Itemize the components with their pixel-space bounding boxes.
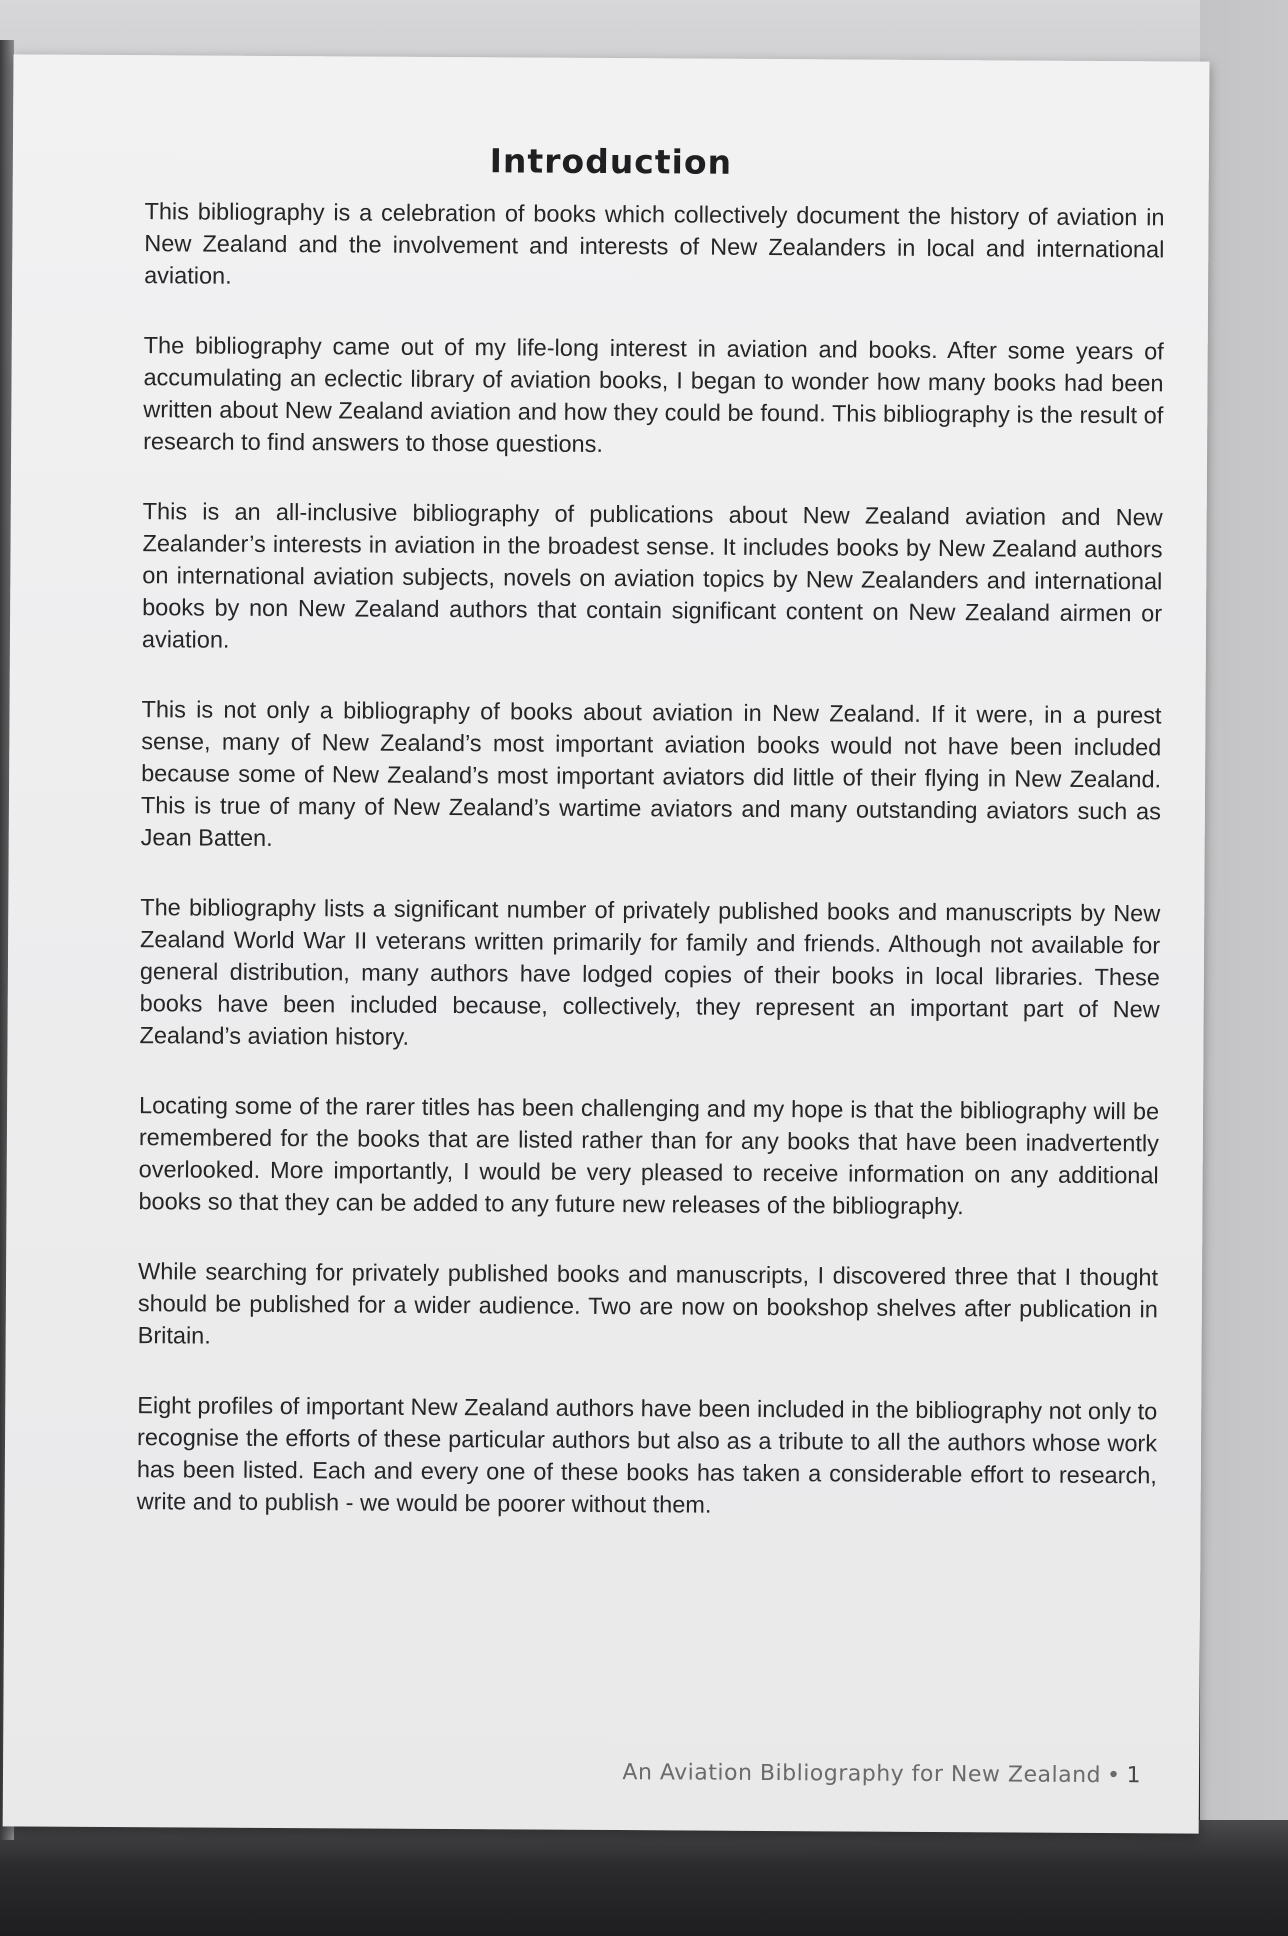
- book-page: [3, 54, 1210, 1833]
- paragraph-7: While searching for privately published books and manuscripts, I discovered three that I thought should be published for a wider audience. Two are now on bookshop shelves after publication in Britain.: [137, 1258, 1159, 1349]
- paragraph-6: Locating some of the rarer titles has been challenging and my hope is that the bibliography will be remembered for the books that are listed rather than for any books that have been inadvertently overlooked. More importantly, I would be very pleased to receive information on any additional books so that they can be added to any future new releases of the bibliography.: [138, 1092, 1160, 1220]
- page-title: Introduction: [489, 141, 733, 182]
- page-body: [136, 195, 1164, 1561]
- paragraph-8: Eight profiles of important New Zealand authors have been included in the bibliography not only to recognise the efforts of these particular authors but also as a tribute to all the authors whose work has been listed. Each and every one of these books has taken a considerable effort to research, write and to publish - we would be poorer without them.: [136, 1392, 1158, 1518]
- footer-separator: •: [1106, 1763, 1121, 1789]
- footer-book-title: An Aviation Bibliography for New Zealand: [622, 1760, 1102, 1789]
- paragraph-4: This is not only a bibliography of books about aviation in New Zealand. If it were, in a purest sense, many of New Zealand’s most important aviation books would not have been included because some of New Zealand’s most important aviators did little of their flying in New Zealand. This is true of many of New Zealand’s wartime aviators and many outstanding aviators such as Jean Batten.: [140, 696, 1162, 851]
- paragraph-3: This is an all-inclusive bibliography of publications about New Zealand aviation and New Zealander’s interests in aviation in the broadest sense. It includes books by New Zealand authors on international aviation subjects, novels on aviation topics by New Zealanders and international books by non New Zealand authors that contain significant content on New Zealand airmen or aviation.: [141, 498, 1163, 653]
- paragraph-2: The bibliography came out of my life-long interest in aviation and books. After some years of accumulating an eclectic library of aviation books, I began to wonder how many books had been written about New Zealand aviation and how they could be found. This bibliography is the result of research to find answers to those questions.: [143, 332, 1164, 457]
- page-footer: [622, 1760, 1141, 1788]
- background-bottom: [0, 1820, 1288, 1936]
- background-right: [1200, 0, 1288, 1936]
- paragraph-1: This bibliography is a celebration of books which collectively document the history of aviation in New Zealand and the involvement and interests of New Zealanders in local and international aviation.: [144, 198, 1165, 289]
- page-number: 1: [1126, 1763, 1142, 1789]
- paragraph-5: The bibliography lists a significant number of privately published books and manuscripts by New Zealand World War II veterans written primarily for family and friends. Although not available for general distribution, many authors have lodged copies of their books in local libraries. These books have been included because, collectively, they represent an important part of New Zealand’s aviation history.: [139, 894, 1161, 1050]
